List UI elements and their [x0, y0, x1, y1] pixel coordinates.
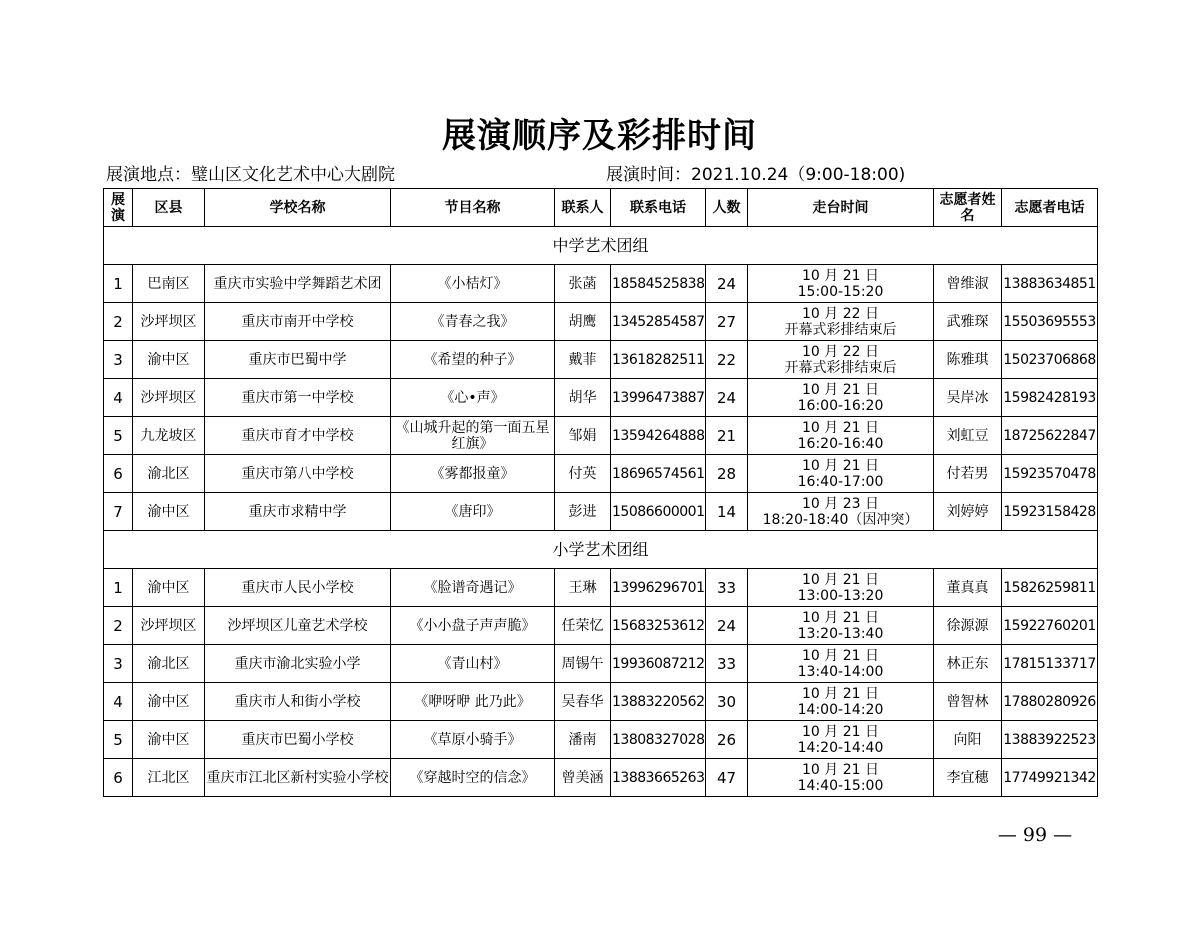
- order-cell: 3: [104, 645, 133, 683]
- school-cell: 重庆市南开中学校: [205, 303, 391, 341]
- contact-cell: 邹娟: [555, 417, 611, 455]
- count-cell: 24: [706, 265, 748, 303]
- count-cell: 22: [706, 341, 748, 379]
- stage-time-cell: [748, 417, 934, 455]
- volunteer-phone-cell: 15923570478: [1002, 455, 1098, 493]
- school-cell: 沙坪坝区儿童艺术学校: [205, 607, 391, 645]
- order-cell: 2: [104, 303, 133, 341]
- page-title: 展演顺序及彩排时间: [442, 116, 757, 156]
- phone-cell: 13618282511: [611, 341, 706, 379]
- group-header-row: [104, 531, 1098, 569]
- header-row: [104, 189, 1098, 227]
- phone-cell: 13452854587: [611, 303, 706, 341]
- volunteer-cell: 曾智林: [934, 683, 1002, 721]
- order-cell: 2: [104, 607, 133, 645]
- stage-time-cell: [748, 265, 934, 303]
- order-cell: 5: [104, 417, 133, 455]
- header-count: 人数: [706, 189, 748, 227]
- table-row: [104, 303, 1098, 341]
- volunteer-phone-cell: 15503695553: [1002, 303, 1098, 341]
- count-cell: 24: [706, 379, 748, 417]
- contact-cell: 吴春华: [555, 683, 611, 721]
- stage-date: 10 月 21 日: [802, 761, 879, 778]
- header-volunteer: 志愿者姓名: [934, 189, 1002, 227]
- group-name: 中学艺术团组: [104, 227, 1098, 265]
- stage-slot: 13:40-14:00: [797, 663, 884, 680]
- school-cell: 重庆市育才中学校: [205, 417, 391, 455]
- program-cell: 《咿呀咿 此乃此》: [391, 683, 555, 721]
- count-cell: 28: [706, 455, 748, 493]
- school-cell: 重庆市人和街小学校: [205, 683, 391, 721]
- page-number: — 99 —: [997, 824, 1073, 846]
- order-cell: 4: [104, 683, 133, 721]
- order-cell: 3: [104, 341, 133, 379]
- stage-date: 10 月 21 日: [802, 685, 879, 702]
- order-cell: 7: [104, 493, 133, 531]
- stage-slot: 14:00-14:20: [797, 701, 884, 718]
- volunteer-phone-cell: 15826259811: [1002, 569, 1098, 607]
- volunteer-cell: 刘虹豆: [934, 417, 1002, 455]
- contact-cell: 曾美涵: [555, 759, 611, 797]
- stage-date: 10 月 21 日: [802, 723, 879, 740]
- stage-date: 10 月 21 日: [802, 457, 879, 474]
- table-row: [104, 721, 1098, 759]
- phone-cell: 13883220562: [611, 683, 706, 721]
- order-cell: 5: [104, 721, 133, 759]
- stage-date: 10 月 23 日: [802, 495, 879, 512]
- program-cell: 《穿越时空的信念》: [391, 759, 555, 797]
- header-phone: 联系电话: [611, 189, 706, 227]
- district-cell: 江北区: [133, 759, 205, 797]
- school-cell: 重庆市渝北实验小学: [205, 645, 391, 683]
- volunteer-phone-cell: 15922760201: [1002, 607, 1098, 645]
- header-order: 展演: [104, 189, 133, 227]
- program-cell: 《草原小骑手》: [391, 721, 555, 759]
- header-stage-time: 走台时间: [748, 189, 934, 227]
- count-cell: 27: [706, 303, 748, 341]
- program-cell: 《青山村》: [391, 645, 555, 683]
- order-cell: 1: [104, 569, 133, 607]
- stage-date: 10 月 21 日: [802, 571, 879, 588]
- program-cell: 《唐印》: [391, 493, 555, 531]
- contact-cell: 胡鹰: [555, 303, 611, 341]
- count-cell: 30: [706, 683, 748, 721]
- order-cell: 1: [104, 265, 133, 303]
- volunteer-phone-cell: 15023706868: [1002, 341, 1098, 379]
- table-row: [104, 569, 1098, 607]
- count-cell: 33: [706, 569, 748, 607]
- school-cell: 重庆市求精中学: [205, 493, 391, 531]
- program-cell: 《山城升起的第一面五星红旗》: [391, 417, 555, 455]
- contact-cell: 张菡: [555, 265, 611, 303]
- stage-date: 10 月 21 日: [802, 381, 879, 398]
- count-cell: 21: [706, 417, 748, 455]
- table-row: [104, 455, 1098, 493]
- contact-cell: 胡华: [555, 379, 611, 417]
- stage-slot: 15:00-15:20: [797, 283, 884, 300]
- count-cell: 26: [706, 721, 748, 759]
- district-cell: 沙坪坝区: [133, 379, 205, 417]
- stage-time-cell: [748, 683, 934, 721]
- volunteer-phone-cell: 15923158428: [1002, 493, 1098, 531]
- phone-cell: 15086600001: [611, 493, 706, 531]
- table-body: [104, 227, 1098, 797]
- stage-time-cell: [748, 455, 934, 493]
- district-cell: 九龙坡区: [133, 417, 205, 455]
- volunteer-cell: 吴岸冰: [934, 379, 1002, 417]
- program-cell: 《希望的种子》: [391, 341, 555, 379]
- table-row: [104, 417, 1098, 455]
- stage-time-cell: [748, 341, 934, 379]
- district-cell: 沙坪坝区: [133, 607, 205, 645]
- phone-cell: 13996296701: [611, 569, 706, 607]
- contact-cell: 付英: [555, 455, 611, 493]
- phone-cell: 15683253612: [611, 607, 706, 645]
- volunteer-cell: 董真真: [934, 569, 1002, 607]
- contact-cell: 周锡午: [555, 645, 611, 683]
- program-cell: 《青春之我》: [391, 303, 555, 341]
- volunteer-cell: 徐源源: [934, 607, 1002, 645]
- volunteer-cell: 陈雅琪: [934, 341, 1002, 379]
- volunteer-phone-cell: 18725622847: [1002, 417, 1098, 455]
- stage-time-cell: [748, 645, 934, 683]
- stage-time-cell: [748, 303, 934, 341]
- volunteer-cell: 刘婷婷: [934, 493, 1002, 531]
- order-cell: 6: [104, 455, 133, 493]
- program-cell: 《小小盘子声声脆》: [391, 607, 555, 645]
- phone-cell: 18584525838: [611, 265, 706, 303]
- group-header-row: [104, 227, 1098, 265]
- volunteer-phone-cell: 13883634851: [1002, 265, 1098, 303]
- district-cell: 渝中区: [133, 493, 205, 531]
- district-cell: 渝中区: [133, 569, 205, 607]
- volunteer-phone-cell: 17749921342: [1002, 759, 1098, 797]
- contact-cell: 王琳: [555, 569, 611, 607]
- stage-slot: 开幕式彩排结束后: [784, 359, 897, 376]
- contact-cell: 戴菲: [555, 341, 611, 379]
- program-cell: 《心•声》: [391, 379, 555, 417]
- stage-date: 10 月 21 日: [802, 419, 879, 436]
- header-district: 区县: [133, 189, 205, 227]
- count-cell: 24: [706, 607, 748, 645]
- table-row: [104, 493, 1098, 531]
- district-cell: 沙坪坝区: [133, 303, 205, 341]
- stage-slot: 14:40-15:00: [797, 777, 884, 794]
- stage-slot: 开幕式彩排结束后: [784, 321, 897, 338]
- table-row: [104, 645, 1098, 683]
- header-school: 学校名称: [205, 189, 391, 227]
- contact-cell: 潘南: [555, 721, 611, 759]
- venue-label: 展演地点：璧山区文化艺术中心大剧院: [106, 165, 395, 185]
- header-contact: 联系人: [555, 189, 611, 227]
- stage-time-cell: [748, 493, 934, 531]
- contact-cell: 彭进: [555, 493, 611, 531]
- volunteer-phone-cell: 17815133717: [1002, 645, 1098, 683]
- program-cell: 《小桔灯》: [391, 265, 555, 303]
- order-cell: 6: [104, 759, 133, 797]
- volunteer-cell: 曾维淑: [934, 265, 1002, 303]
- order-cell: 4: [104, 379, 133, 417]
- volunteer-cell: 向阳: [934, 721, 1002, 759]
- volunteer-phone-cell: 13883922523: [1002, 721, 1098, 759]
- phone-cell: 19936087212: [611, 645, 706, 683]
- school-cell: 重庆市第一中学校: [205, 379, 391, 417]
- phone-cell: 13996473887: [611, 379, 706, 417]
- stage-slot: 14:20-14:40: [797, 739, 884, 756]
- district-cell: 渝北区: [133, 645, 205, 683]
- phone-cell: 13594264888: [611, 417, 706, 455]
- school-cell: 重庆市第八中学校: [205, 455, 391, 493]
- program-cell: 《脸谱奇遇记》: [391, 569, 555, 607]
- schedule-table: [103, 188, 1098, 797]
- stage-time-cell: [748, 721, 934, 759]
- volunteer-cell: 林正东: [934, 645, 1002, 683]
- stage-time-cell: [748, 607, 934, 645]
- district-cell: 渝中区: [133, 341, 205, 379]
- table-row: [104, 683, 1098, 721]
- phone-cell: 18696574561: [611, 455, 706, 493]
- stage-date: 10 月 22 日: [802, 305, 879, 322]
- table-row: [104, 341, 1098, 379]
- stage-date: 10 月 21 日: [802, 609, 879, 626]
- stage-date: 10 月 21 日: [802, 647, 879, 664]
- phone-cell: 13808327028: [611, 721, 706, 759]
- stage-slot: 13:00-13:20: [797, 587, 884, 604]
- count-cell: 33: [706, 645, 748, 683]
- school-cell: 重庆市实验中学舞蹈艺术团: [205, 265, 391, 303]
- district-cell: 渝北区: [133, 455, 205, 493]
- table-row: [104, 379, 1098, 417]
- volunteer-phone-cell: 15982428193: [1002, 379, 1098, 417]
- stage-time-cell: [748, 379, 934, 417]
- school-cell: 重庆市巴蜀中学: [205, 341, 391, 379]
- school-cell: 重庆市人民小学校: [205, 569, 391, 607]
- time-label: 展演时间：2021.10.24（9:00-18:00): [606, 165, 906, 185]
- stage-slot: 13:20-13:40: [797, 625, 884, 642]
- table-row: [104, 607, 1098, 645]
- table-row: [104, 265, 1098, 303]
- district-cell: 巴南区: [133, 265, 205, 303]
- group-name: 小学艺术团组: [104, 531, 1098, 569]
- header-volunteer-phone: 志愿者电话: [1002, 189, 1098, 227]
- volunteer-cell: 付若男: [934, 455, 1002, 493]
- stage-slot: 18:20-18:40（因冲突）: [762, 511, 919, 528]
- stage-slot: 16:20-16:40: [797, 435, 884, 452]
- stage-date: 10 月 21 日: [802, 267, 879, 284]
- volunteer-phone-cell: 17880280926: [1002, 683, 1098, 721]
- district-cell: 渝中区: [133, 721, 205, 759]
- stage-time-cell: [748, 569, 934, 607]
- stage-slot: 16:00-16:20: [797, 397, 884, 414]
- school-cell: 重庆市江北区新村实验小学校: [205, 759, 391, 797]
- contact-cell: 任荣忆: [555, 607, 611, 645]
- count-cell: 14: [706, 493, 748, 531]
- phone-cell: 13883665263: [611, 759, 706, 797]
- volunteer-cell: 武雅琛: [934, 303, 1002, 341]
- stage-date: 10 月 22 日: [802, 343, 879, 360]
- school-cell: 重庆市巴蜀小学校: [205, 721, 391, 759]
- stage-time-cell: [748, 759, 934, 797]
- count-cell: 47: [706, 759, 748, 797]
- volunteer-cell: 李宜穗: [934, 759, 1002, 797]
- stage-slot: 16:40-17:00: [797, 473, 884, 490]
- program-cell: 《雾都报童》: [391, 455, 555, 493]
- table-row: [104, 759, 1098, 797]
- district-cell: 渝中区: [133, 683, 205, 721]
- header-program: 节目名称: [391, 189, 555, 227]
